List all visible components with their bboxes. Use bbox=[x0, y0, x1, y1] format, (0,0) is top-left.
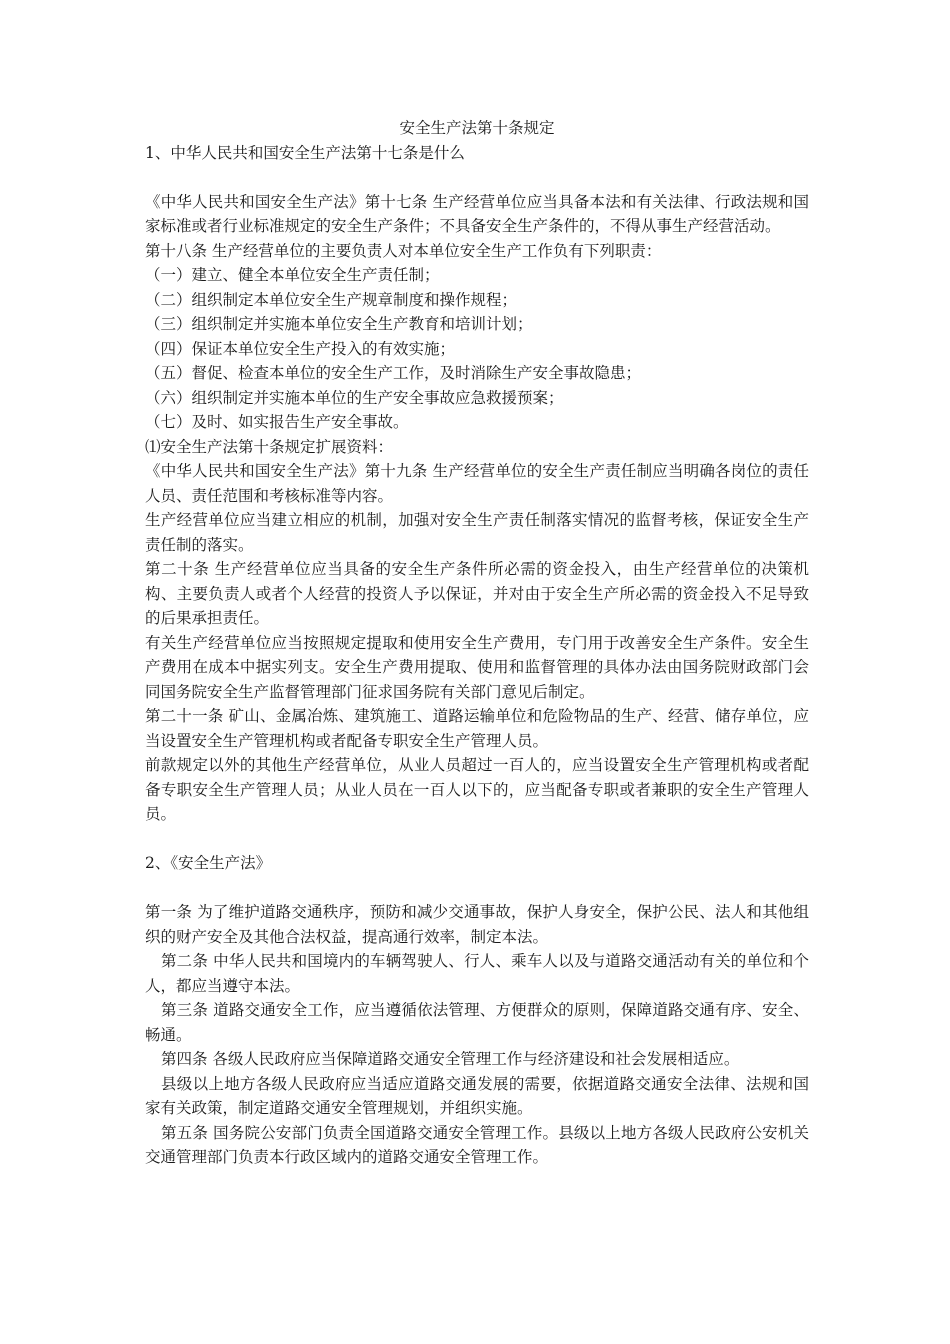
paragraph: 第三条 道路交通安全工作，应当遵循依法管理、方便群众的原则，保障道路交通有序、安全、畅通。 bbox=[145, 1001, 809, 1044]
document-page bbox=[145, 116, 809, 1170]
list-item: （七）及时、如实报告生产安全事故。 bbox=[145, 413, 409, 431]
list-item: （四）保证本单位安全生产投入的有效实施； bbox=[145, 339, 456, 358]
paragraph: 第一条 为了维护道路交通秩序，预防和减少交通事故，保护人身安全，保护公民、法人和其他组织的财产安全及其他合法权益，提高通行效率，制定本法。 bbox=[145, 903, 809, 946]
list-item: （五）督促、检查本单位的安全生产工作，及时消除生产安全事故隐患； bbox=[145, 364, 642, 382]
paragraph: 《中华人民共和国安全生产法》第十七条 生产经营单位应当具备本法和有关法律、行政法规和国家标准或者行业标准规定的安全生产条件；不具备安全生产条件的，不得从事生产经营活动。 bbox=[145, 192, 809, 235]
list-item: （二）组织制定本单位安全生产规章制度和操作规程； bbox=[145, 290, 518, 309]
paragraph: 第四条 各级人民政府应当保障道路交通安全管理工作与经济建设和社会发展相适应。 bbox=[161, 1050, 740, 1068]
section-heading: 1、中华人民共和国安全生产法第十七条是什么 bbox=[145, 143, 465, 162]
blank-line bbox=[145, 876, 809, 901]
paragraph: 生产经营单位应当建立相应的机制，加强对安全生产责任制落实情况的监督考核，保证安全生产责任制的落实。 bbox=[145, 511, 809, 554]
list-item: （六）组织制定并实施本单位的生产安全事故应急救援预案； bbox=[145, 388, 564, 407]
list-item: （三）组织制定并实施本单位安全生产教育和培训计划； bbox=[145, 315, 533, 333]
paragraph: ⑴安全生产法第十条规定扩展资料： bbox=[145, 437, 394, 456]
blank-line bbox=[145, 827, 809, 852]
list-item: （一）建立、健全本单位安全生产责任制； bbox=[145, 266, 440, 284]
paragraph: 第二条 中华人民共和国境内的车辆驾驶人、行人、乘车人以及与道路交通活动有关的单位和个人，都应当遵守本法。 bbox=[145, 952, 809, 995]
paragraph: 前款规定以外的其他生产经营单位，从业人员超过一百人的，应当设置安全生产管理机构或者配备专职安全生产管理人员；从业人员在一百人以下的，应当配备专职或者兼职的安全生产管理人员。 bbox=[145, 756, 809, 823]
document-title: 安全生产法第十条规定 bbox=[399, 119, 555, 137]
paragraph: 第五条 国务院公安部门负责全国道路交通安全管理工作。县级以上地方各级人民政府公安机关交通管理部门负责本行政区域内的道路交通安全管理工作。 bbox=[145, 1123, 809, 1166]
paragraph: 有关生产经营单位应当按照规定提取和使用安全生产费用，专门用于改善安全生产条件。安全生产费用在成本中据实列支。安全生产费用提取、使用和监督管理的具体办法由国务院财政部门会同国务院安全生产监督管理部门征求国务院有关部门意见后制定。 bbox=[145, 633, 809, 701]
paragraph: 第十八条 生产经营单位的主要负责人对本单位安全生产工作负有下列职责： bbox=[145, 241, 662, 260]
paragraph: 第二十条 生产经营单位应当具备的安全生产条件所必需的资金投入，由生产经营单位的决策机构、主要负责人或者个人经营的投资人予以保证，并对由于安全生产所必需的资金投入不足导致的后果承担责任。 bbox=[145, 560, 809, 627]
section-heading: 2、《安全生产法》 bbox=[145, 854, 272, 872]
paragraph: 《中华人民共和国安全生产法》第十九条 生产经营单位的安全生产责任制应当明确各岗位的责任人员、责任范围和考核标准等内容。 bbox=[145, 462, 809, 505]
paragraph: 县级以上地方各级人民政府应当适应道路交通发展的需要，依据道路交通安全法律、法规和国家有关政策，制定道路交通安全管理规划，并组织实施。 bbox=[145, 1074, 809, 1117]
paragraph: 第二十一条 矿山、金属冶炼、建筑施工、道路运输单位和危险物品的生产、经营、储存单位，应当设置安全生产管理机构或者配备专职安全生产管理人员。 bbox=[145, 707, 809, 750]
blank-line bbox=[145, 165, 809, 190]
